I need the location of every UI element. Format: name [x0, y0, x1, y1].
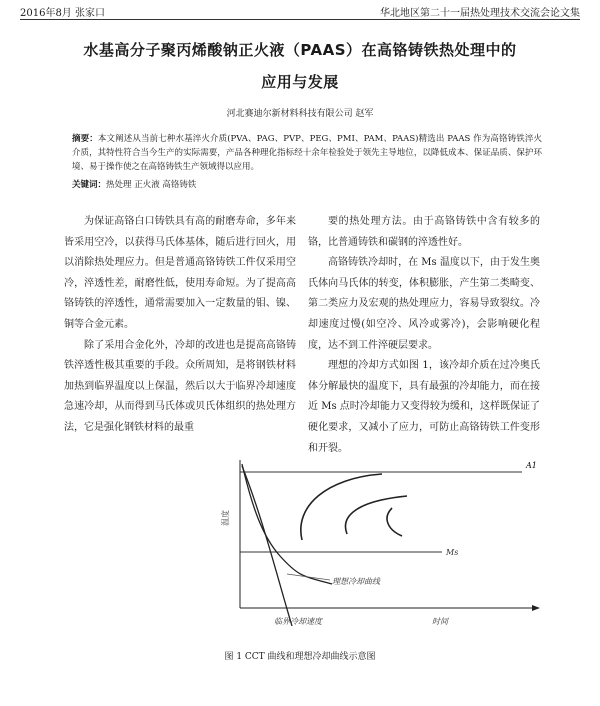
paragraph: 为保证高铬白口铸铁具有高的耐磨寿命，多年来皆采用空冷，以获得马氏体基体，随后进行回火，用以消除热处理应力。但是普通高铬铸铁工件仅采用空冷，淬透性差，耐磨性低，使用寿命短。为了提高高铬铸铁的淬透性，通常需要加入一定数量的钼、镍、铜等合金元素。: [64, 216, 296, 330]
paper-title-line2: 应用与发展: [261, 73, 339, 91]
paragraph: 除了采用合金化外，冷却的改进也是提高高铬铸铁淬透性极其重要的手段。众所周知，是将钢铁材料加热到临界温度以上保温，然后以大于临界冷却速度急速冷却，从而得到马氏体或贝氏体组织的热处理方法，它是强化钢铁材料的最重: [64, 339, 296, 433]
body-column-left: [64, 212, 296, 439]
time-axis-label: 时间: [432, 617, 448, 626]
header-date-location: 2016年8月 张家口: [20, 7, 105, 19]
ideal-cooling-label: 理想冷却曲线: [332, 577, 380, 586]
abstract: [72, 132, 542, 174]
abstract-text: 本文阐述从当前七种水基淬火介质(PVA、PAG、PVP、PEG、PMI、PAM、PAAS)精选出 PAAS 作为高铬铸铁淬火介质，其特性符合当今生产的实际需要，产品各种理化指标经十余年检验处于领先主导地位，以降低成本、保证品质、保护环境、易于操作使之在高铬铸铁生产领域得以应用。: [72, 134, 542, 172]
cct-figure: [221, 456, 552, 636]
keywords: [72, 178, 542, 190]
keywords-text: 热处理 正火液 高铬铸铁: [106, 180, 197, 190]
paper-title: [30, 34, 570, 98]
cct-nose-curve: [345, 496, 407, 534]
paper-title-line1: 水基高分子聚丙烯酸钠正火液（PAAS）在高铬铸铁热处理中的: [83, 41, 517, 59]
paragraph: 要的热处理方法。由于高铬铸铁中含有较多的铬，比普通铸铁和碳钢的淬透性好。: [308, 216, 540, 248]
body-column-right: [308, 212, 540, 459]
ideal-cooling-curve: [242, 464, 332, 584]
paragraph: 高铬铸铁冷却时，在 Ms 温度以下，由于发生奥氏体向马氏体的转变，体积膨胀，产生第二类畸变、第二类应力及宏观的热处理应力，容易导致裂纹。冷却速度过慢(如空冷、风冷或雾冷)，会影响硬化程度，达不到工件淬硬层要求。: [308, 257, 540, 351]
ms-label: Ms: [446, 548, 459, 557]
figure-caption: 图 1 CCT 曲线和理想冷却曲线示意图: [224, 652, 376, 662]
cct-start-curve: [301, 474, 382, 540]
critical-cooling-label: 临界冷却速度: [274, 617, 322, 626]
x-axis-arrow: [532, 605, 540, 611]
y-axis-label: 温度: [221, 510, 230, 526]
paragraph: 理想的冷却方式如图 1，该冷却介质在过冷奥氏体分解最快的温度下，具有最强的冷却能力，而在接近 Ms 点时冷却能力又变得较为缓和，这样既保证了硬化要求，又减小了应力，可防止高铬铸铁工件变形和开裂。: [308, 360, 540, 454]
abstract-label: 摘要：: [72, 134, 98, 144]
header-proceedings-name: 华北地区第二十一届热处理技术交流会论文集: [380, 7, 580, 19]
header-rule: [20, 19, 580, 20]
running-header: [20, 4, 580, 18]
keywords-label: 关键词：: [72, 180, 107, 190]
a1-label: A1: [526, 461, 537, 470]
cct-finish-curve: [387, 508, 402, 536]
critical-cooling-curve: [242, 466, 292, 626]
author-affiliation: 河北赛迪尔新材料科技有限公司 赵军: [226, 109, 374, 119]
ideal-label-pointer: [287, 574, 330, 580]
